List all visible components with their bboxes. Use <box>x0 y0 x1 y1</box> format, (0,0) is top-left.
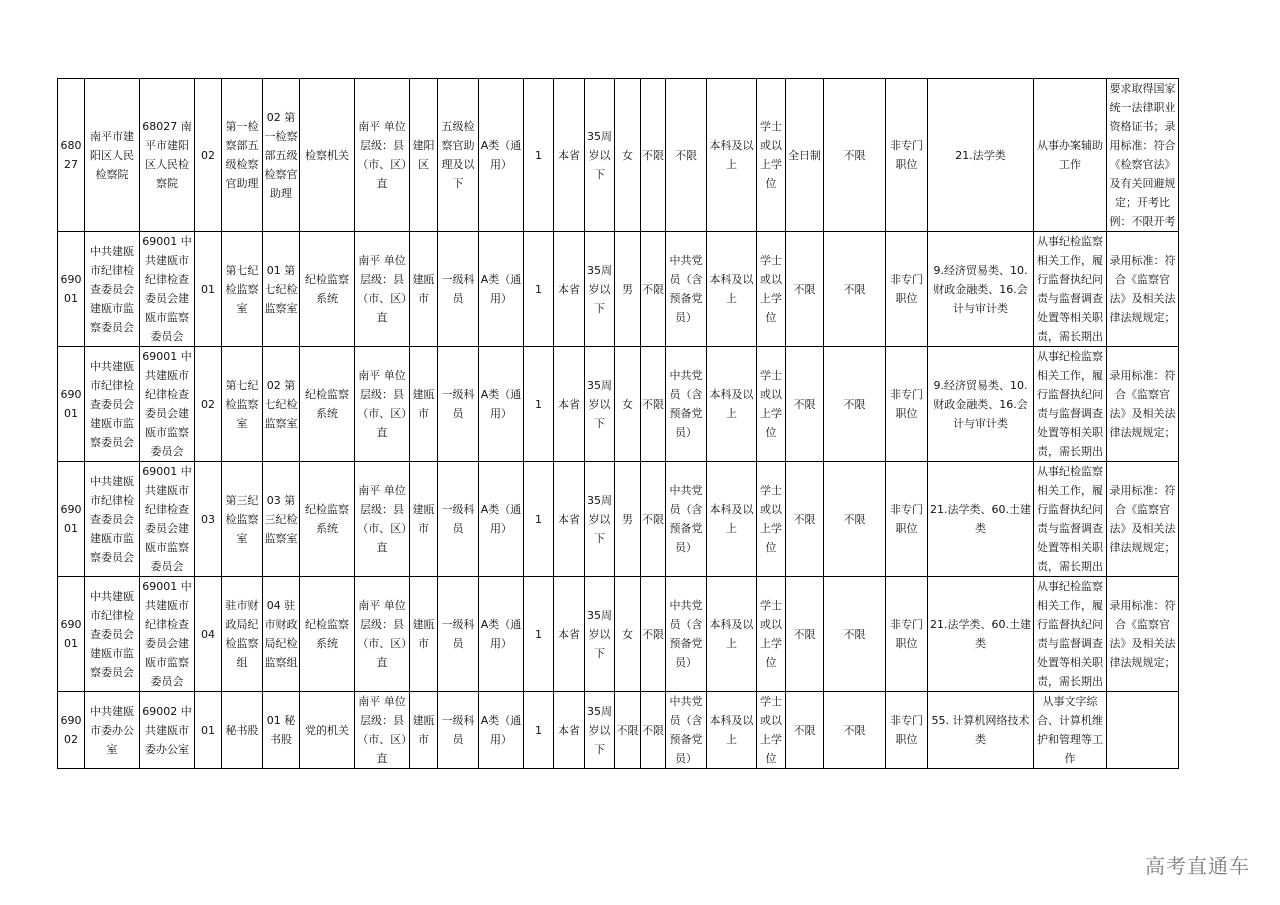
cell-unit-level: 南平 单位层级：县（市、区）直 <box>355 79 410 232</box>
cell-other-2: 不限 <box>824 79 886 232</box>
cell-rank: 一级科员 <box>438 462 479 577</box>
cell-job-no: 02 <box>195 79 222 232</box>
table-row <box>58 79 1179 232</box>
cell-employer-full: 68027 南平市建阳区人民检察院 <box>140 79 195 232</box>
cell-position-code: 69001 <box>58 577 85 692</box>
cell-job-type: 非专门职位 <box>886 462 928 577</box>
cell-organ-type: 纪检监察系统 <box>300 232 355 347</box>
cell-headcount: 1 <box>524 347 554 462</box>
cell-household: 本省 <box>554 692 585 769</box>
cell-employer-name: 中共建瓯市纪律检查委员会建瓯市监察委员会 <box>85 232 140 347</box>
cell-job-name: 04 驻市财政局纪检监察组 <box>263 577 300 692</box>
cell-duties: 从事纪检监察相关工作，履行监督执纪问责与监督调查处置等相关职责，需长期出 <box>1034 347 1107 462</box>
cell-job-name: 01 第七纪检监察室 <box>263 232 300 347</box>
cell-organ-type: 纪检监察系统 <box>300 462 355 577</box>
cell-gender: 男 <box>615 462 641 577</box>
cell-department: 秘书股 <box>222 692 263 769</box>
table-row <box>58 577 1179 692</box>
cell-study-mode: 不限 <box>786 462 824 577</box>
cell-job-no: 03 <box>195 462 222 577</box>
cell-other-1: 不限 <box>641 347 666 462</box>
cell-degree: 学士或以上学位 <box>757 577 786 692</box>
cell-department: 第一检察部五级检察官助理 <box>222 79 263 232</box>
cell-employer-full: 69001 中共建瓯市纪律检查委员会建瓯市监察委员会 <box>140 347 195 462</box>
cell-headcount: 1 <box>524 462 554 577</box>
cell-study-mode: 不限 <box>786 232 824 347</box>
cell-headcount: 1 <box>524 577 554 692</box>
cell-organ-type: 检察机关 <box>300 79 355 232</box>
cell-political-status: 中共党员（含预备党员） <box>666 692 707 769</box>
cell-district: 建瓯市 <box>410 347 438 462</box>
cell-other-1: 不限 <box>641 577 666 692</box>
cell-major: 21.法学类 <box>928 79 1034 232</box>
cell-education: 本科及以上 <box>707 577 757 692</box>
cell-other-2: 不限 <box>824 462 886 577</box>
cell-position-code: 69002 <box>58 692 85 769</box>
cell-employer-name: 中共建瓯市纪律检查委员会建瓯市监察委员会 <box>85 462 140 577</box>
cell-rank: 一级科员 <box>438 232 479 347</box>
cell-household: 本省 <box>554 232 585 347</box>
table-row <box>58 692 1179 769</box>
cell-major: 21.法学类、60.土建类 <box>928 462 1034 577</box>
cell-job-type: 非专门职位 <box>886 232 928 347</box>
cell-degree: 学士或以上学位 <box>757 232 786 347</box>
cell-education: 本科及以上 <box>707 347 757 462</box>
cell-position-code: 69001 <box>58 232 85 347</box>
cell-education: 本科及以上 <box>707 79 757 232</box>
cell-employer-name: 中共建瓯市纪律检查委员会建瓯市监察委员会 <box>85 577 140 692</box>
cell-job-no: 01 <box>195 692 222 769</box>
cell-other-2: 不限 <box>824 232 886 347</box>
cell-remarks <box>1107 692 1179 769</box>
table-row <box>58 462 1179 577</box>
positions-table <box>57 78 1179 769</box>
cell-job-type: 非专门职位 <box>886 79 928 232</box>
watermark: 高考直通车 <box>1145 854 1250 878</box>
cell-department: 第七纪检监察室 <box>222 347 263 462</box>
cell-unit-level: 南平 单位层级：县（市、区）直 <box>355 347 410 462</box>
cell-gender: 女 <box>615 79 641 232</box>
cell-other-1: 不限 <box>641 79 666 232</box>
cell-household: 本省 <box>554 462 585 577</box>
cell-job-no: 02 <box>195 347 222 462</box>
cell-department: 驻市财政局纪检监察组 <box>222 577 263 692</box>
cell-exam-category: A类（通用） <box>479 692 524 769</box>
cell-age-limit: 35周岁以下 <box>585 577 615 692</box>
cell-district: 建瓯市 <box>410 462 438 577</box>
cell-job-name: 03 第三纪检监察室 <box>263 462 300 577</box>
table-row <box>58 347 1179 462</box>
cell-degree: 学士或以上学位 <box>757 347 786 462</box>
cell-employer-name: 中共建瓯市委办公室 <box>85 692 140 769</box>
cell-remarks: 录用标准：符合《监察官法》及相关法律法规规定； <box>1107 347 1179 462</box>
cell-job-no: 04 <box>195 577 222 692</box>
cell-major: 21.法学类、60.土建类 <box>928 577 1034 692</box>
cell-study-mode: 全日制 <box>786 79 824 232</box>
cell-political-status: 中共党员（含预备党员） <box>666 347 707 462</box>
cell-unit-level: 南平 单位层级：县（市、区）直 <box>355 577 410 692</box>
cell-major: 55. 计算机网络技术类 <box>928 692 1034 769</box>
cell-study-mode: 不限 <box>786 692 824 769</box>
cell-unit-level: 南平 单位层级：县（市、区）直 <box>355 232 410 347</box>
cell-unit-level: 南平 单位层级：县（市、区）直 <box>355 462 410 577</box>
cell-duties: 从事文字综合、计算机维护和管理等工作 <box>1034 692 1107 769</box>
table-body <box>58 79 1179 769</box>
cell-major: 9.经济贸易类、10.财政金融类、16.会计与审计类 <box>928 347 1034 462</box>
cell-gender: 不限 <box>615 692 641 769</box>
cell-rank: 一级科员 <box>438 577 479 692</box>
cell-other-1: 不限 <box>641 232 666 347</box>
cell-district: 建瓯市 <box>410 692 438 769</box>
cell-employer-full: 69001 中共建瓯市纪律检查委员会建瓯市监察委员会 <box>140 232 195 347</box>
cell-education: 本科及以上 <box>707 692 757 769</box>
cell-household: 本省 <box>554 79 585 232</box>
cell-remarks: 录用标准：符合《监察官法》及相关法律法规规定； <box>1107 232 1179 347</box>
cell-political-status: 中共党员（含预备党员） <box>666 462 707 577</box>
cell-position-code: 69001 <box>58 347 85 462</box>
cell-household: 本省 <box>554 577 585 692</box>
cell-headcount: 1 <box>524 79 554 232</box>
cell-gender: 男 <box>615 232 641 347</box>
cell-remarks: 录用标准：符合《监察官法》及相关法律法规规定； <box>1107 577 1179 692</box>
cell-education: 本科及以上 <box>707 232 757 347</box>
cell-job-type: 非专门职位 <box>886 692 928 769</box>
cell-exam-category: A类（通用） <box>479 232 524 347</box>
cell-other-2: 不限 <box>824 347 886 462</box>
cell-headcount: 1 <box>524 232 554 347</box>
cell-degree: 学士或以上学位 <box>757 79 786 232</box>
cell-headcount: 1 <box>524 692 554 769</box>
cell-district: 建瓯市 <box>410 232 438 347</box>
cell-age-limit: 35周岁以下 <box>585 232 615 347</box>
cell-rank: 五级检察官助理及以下 <box>438 79 479 232</box>
cell-job-name: 02 第一检察部五级检察官助理 <box>263 79 300 232</box>
cell-job-no: 01 <box>195 232 222 347</box>
cell-employer-name: 中共建瓯市纪律检查委员会建瓯市监察委员会 <box>85 347 140 462</box>
cell-exam-category: A类（通用） <box>479 577 524 692</box>
cell-employer-full: 69002 中共建瓯市委办公室 <box>140 692 195 769</box>
cell-other-2: 不限 <box>824 577 886 692</box>
cell-major: 9.经济贸易类、10.财政金融类、16.会计与审计类 <box>928 232 1034 347</box>
cell-education: 本科及以上 <box>707 462 757 577</box>
cell-employer-full: 69001 中共建瓯市纪律检查委员会建瓯市监察委员会 <box>140 577 195 692</box>
cell-rank: 一级科员 <box>438 692 479 769</box>
cell-other-1: 不限 <box>641 462 666 577</box>
cell-employer-name: 南平市建阳区人民检察院 <box>85 79 140 232</box>
cell-job-name: 01 秘书股 <box>263 692 300 769</box>
cell-duties: 从事纪检监察相关工作，履行监督执纪问责与监督调查处置等相关职责，需长期出 <box>1034 462 1107 577</box>
cell-unit-level: 南平 单位层级：县（市、区）直 <box>355 692 410 769</box>
cell-duties: 从事纪检监察相关工作，履行监督执纪问责与监督调查处置等相关职责，需长期出 <box>1034 577 1107 692</box>
cell-job-type: 非专门职位 <box>886 347 928 462</box>
cell-age-limit: 35周岁以下 <box>585 347 615 462</box>
cell-job-type: 非专门职位 <box>886 577 928 692</box>
cell-other-1: 不限 <box>641 692 666 769</box>
cell-study-mode: 不限 <box>786 347 824 462</box>
cell-exam-category: A类（通用） <box>479 79 524 232</box>
cell-position-code: 69001 <box>58 462 85 577</box>
cell-political-status: 中共党员（含预备党员） <box>666 577 707 692</box>
cell-other-2: 不限 <box>824 692 886 769</box>
cell-exam-category: A类（通用） <box>479 347 524 462</box>
cell-department: 第七纪检监察室 <box>222 232 263 347</box>
cell-political-status: 中共党员（含预备党员） <box>666 232 707 347</box>
cell-district: 建阳区 <box>410 79 438 232</box>
cell-exam-category: A类（通用） <box>479 462 524 577</box>
cell-degree: 学士或以上学位 <box>757 462 786 577</box>
cell-department: 第三纪检监察室 <box>222 462 263 577</box>
cell-remarks: 要求取得国家统一法律职业资格证书；录用标准：符合《检察官法》及有关回避规定；开考比例：不限开考 <box>1107 79 1179 232</box>
table-row <box>58 232 1179 347</box>
cell-age-limit: 35周岁以下 <box>585 692 615 769</box>
cell-position-code: 68027 <box>58 79 85 232</box>
cell-rank: 一级科员 <box>438 347 479 462</box>
cell-duties: 从事办案辅助工作 <box>1034 79 1107 232</box>
cell-job-name: 02 第七纪检监察室 <box>263 347 300 462</box>
cell-employer-full: 69001 中共建瓯市纪律检查委员会建瓯市监察委员会 <box>140 462 195 577</box>
cell-duties: 从事纪检监察相关工作，履行监督执纪问责与监督调查处置等相关职责，需长期出 <box>1034 232 1107 347</box>
cell-organ-type: 纪检监察系统 <box>300 577 355 692</box>
cell-household: 本省 <box>554 347 585 462</box>
cell-study-mode: 不限 <box>786 577 824 692</box>
cell-degree: 学士或以上学位 <box>757 692 786 769</box>
cell-political-status: 不限 <box>666 79 707 232</box>
cell-district: 建瓯市 <box>410 577 438 692</box>
cell-age-limit: 35周岁以下 <box>585 462 615 577</box>
cell-gender: 女 <box>615 577 641 692</box>
cell-gender: 女 <box>615 347 641 462</box>
cell-organ-type: 纪检监察系统 <box>300 347 355 462</box>
cell-remarks: 录用标准：符合《监察官法》及相关法律法规规定； <box>1107 462 1179 577</box>
cell-age-limit: 35周岁以下 <box>585 79 615 232</box>
cell-organ-type: 党的机关 <box>300 692 355 769</box>
